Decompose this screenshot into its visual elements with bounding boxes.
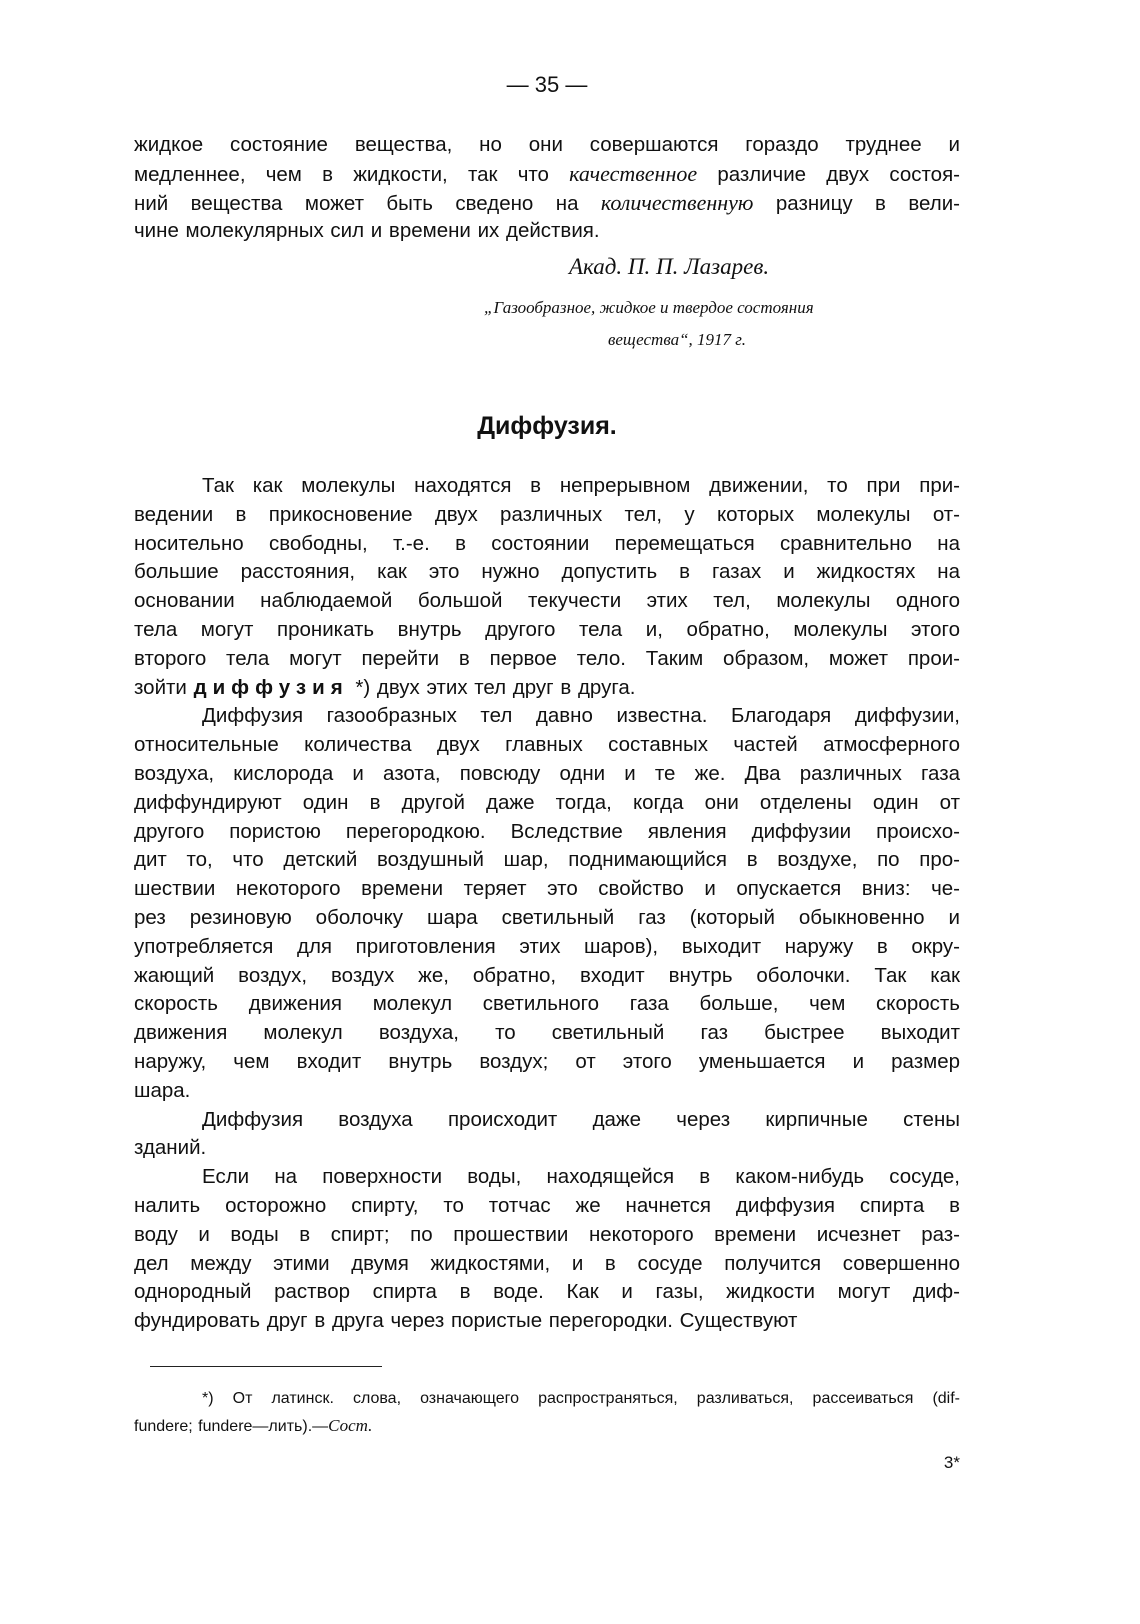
italic-text: качественное [569,160,698,186]
text: зойти [134,675,194,699]
text-line [134,1221,960,1250]
text-line [134,1278,960,1307]
text-line [134,1412,960,1439]
text: наружу, чем входит внутрь воздух; от этого уменьшается и размер [134,1049,960,1073]
text: жающий воздух, воздух же, обратно, входит внутрь оболочки. Так как [134,963,960,987]
text: дит то, что детский воздушный шар, поднимающийся в воздухе, по про- [134,848,960,872]
intro-paragraph [134,131,960,246]
text-line [134,616,960,645]
text: употребляется для приготовления этих шаров), выходит наружу в окру- [134,934,960,958]
text: *) двух этих тел друг в друга. [348,675,636,699]
text-line [134,990,960,1019]
text: движения молекул воздуха, то светильный газ быстрее выходит [134,1021,960,1045]
text: Так как молекулы находятся в непрерывном движении, то при при- [202,474,960,497]
italic-text: количественную [600,189,754,215]
section-heading: Диффузия. [477,412,617,440]
text: *) От латинск. слова, означающего распространяться, разливаться, рассеиваться (dif- [202,1390,960,1407]
text: чине молекулярных сил и времени их действия. [134,219,600,243]
text-line [134,1077,960,1106]
text-line [134,1307,960,1336]
paragraph [134,702,960,1105]
text: другого пористою перегородкою. Вследствие явления диффузии происхо- [134,819,960,843]
text: медленнее, чем в жидкости, так что [134,162,570,186]
italic-text: Сост. [328,1416,373,1435]
text: дел между этими двумя жидкостями, и в сосуде получится совершенно [134,1251,960,1275]
paragraph [134,1106,960,1164]
text: рез резиновую оболочку шара светильный газ (который обыкновенно и [134,905,960,929]
text-line [134,501,960,530]
text-line [134,1134,960,1163]
text-line [134,1250,960,1279]
text-line [134,846,960,875]
text-line [134,645,960,674]
text: шествии некоторого времени теряет это свойство и опускается вниз: че- [134,877,960,901]
text-line [134,760,960,789]
text: второго тела могут перейти в первое тело. Таким образом, может прои- [134,646,960,670]
text: шара. [134,1078,191,1102]
text-line [134,1192,960,1221]
text: скорость движения молекул светильного газа больше, чем скорость [134,992,960,1016]
epigraph-author: Акад. П. П. Лазарев. [569,254,770,279]
text-line [134,131,960,160]
text-line [134,1385,960,1412]
text: носительно свободны, т.-е. в состоянии перемещаться сравнительно на [134,531,960,555]
text: ний вещества может быть сведено на [134,191,601,215]
footnote-rule [150,1366,382,1367]
text-line [134,189,960,218]
text: воздуха, кислорода и азота, повсюду одни и те же. Два различных газа [134,761,960,785]
text-line [134,933,960,962]
paragraph [134,1163,960,1336]
epigraph-citation: вещества“, 1917 г. [608,330,746,349]
paragraph [134,472,960,702]
text-line [134,1106,960,1135]
text-line [134,1048,960,1077]
page-number: — 35 — [506,72,588,97]
text: основании наблюдаемой большой текучести этих тел, молекулы одного [134,589,960,613]
text-line [134,217,960,246]
text-line [134,789,960,818]
text: fundere; fundere—лить).— [134,1418,329,1435]
text: налить осторожно спирту, то тотчас же начнется диффузия спирта в [134,1193,960,1217]
text-line [134,472,960,501]
text: ведении в прикосновение двух различных тел, у которых молекулы от- [134,502,960,526]
text-line [134,587,960,616]
text: тела могут проникать внутрь другого тела и, обратно, молекулы этого [134,617,960,641]
text-line [134,674,960,703]
text-line [134,962,960,991]
footnote [134,1385,960,1439]
text: различие двух состоя- [697,162,960,186]
signature-mark: 3* [943,1453,960,1472]
text: фундировать друг в друга через пористые перегородки. Существуют [134,1309,798,1333]
text-line [134,530,960,559]
text-line [134,731,960,760]
text-line [134,558,960,587]
text: большие расстояния, как это нужно допустить в газах и жидкостях на [134,560,960,584]
text: однородный раствор спирта в воде. Как и газы, жидкости могут диф- [134,1280,960,1304]
text: Если на поверхности воды, находящейся в каком-нибудь сосуде, [202,1165,960,1189]
text-line [134,818,960,847]
text: относительные количества двух главных составных частей атмосферного [134,733,960,757]
text: жидкое состояние вещества, но они совершаются гораздо труднее и [134,133,960,156]
text-line [134,875,960,904]
section-body [134,472,960,1336]
text-line [134,904,960,933]
text-line [134,160,960,189]
text-line [134,702,960,731]
text: Диффузия газообразных тел давно известна. Благодаря диффузии, [202,704,960,728]
text: Диффузия воздуха происходит даже через кирпичные стены [202,1107,960,1131]
text: разницу в вели- [753,191,960,215]
text-line [134,1019,960,1048]
text: диффундируют один в другой даже тогда, когда они отделены один от [134,790,960,814]
text: зданий. [134,1136,207,1160]
spaced-text: диффузия [193,675,349,699]
text-line [134,1163,960,1192]
text: воду и воды в спирт; по прошествии некоторого времени исчезнет раз- [134,1222,960,1246]
epigraph-citation: „Газообразное, жидкое и твердое состояния [484,298,814,317]
